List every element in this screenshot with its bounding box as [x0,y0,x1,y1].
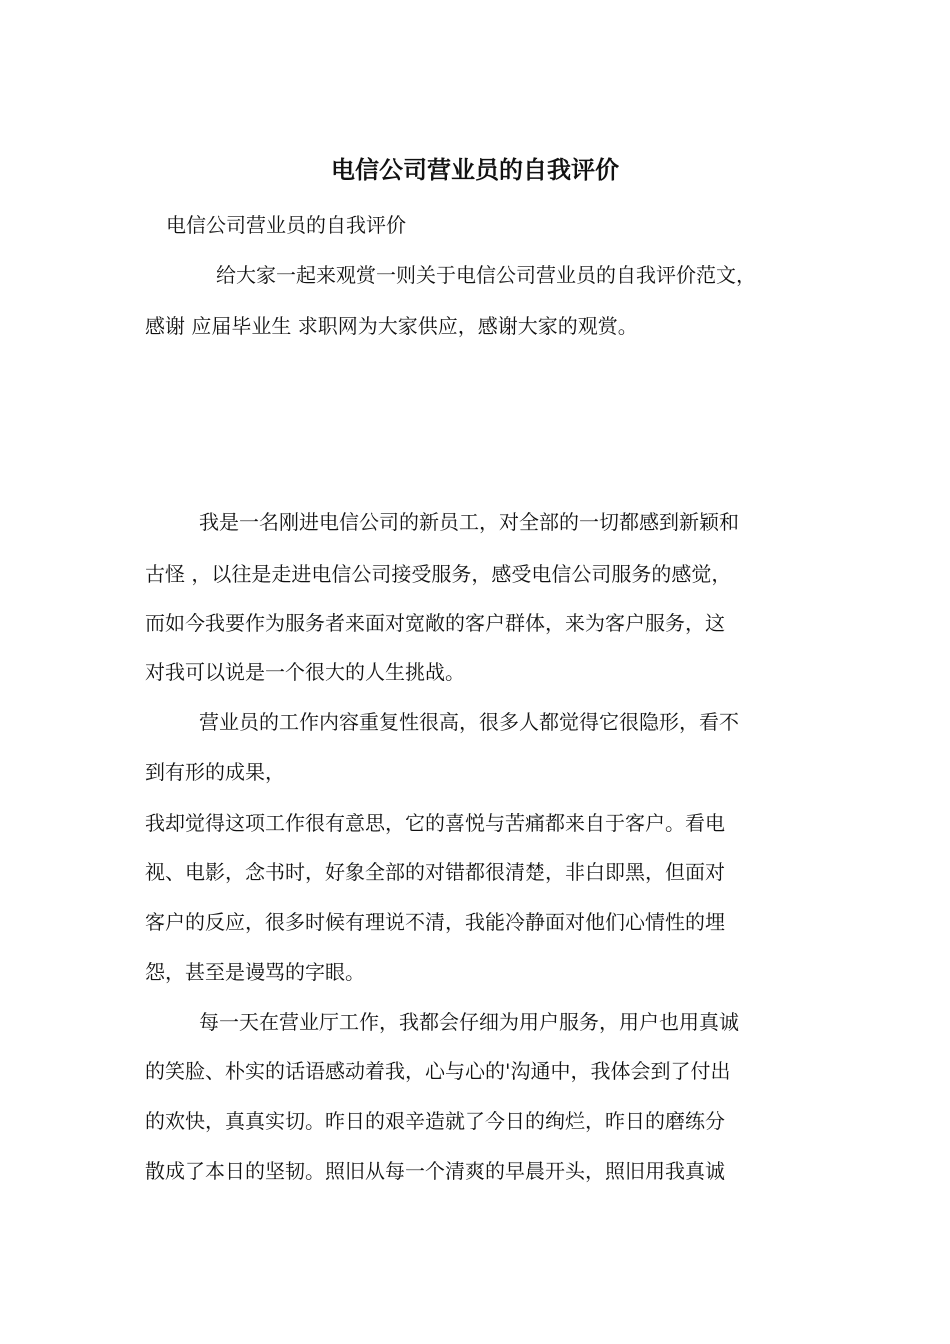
paragraph-line: 古怪 ，以往是走进电信公司接受服务，感受电信公司服务的感觉， [145,562,732,586]
paragraph-line: 视、电影，念书时，好象全部的对错都很清楚，非白即黑，但面对 [145,860,725,884]
paragraph-line: 客户的反应，很多时候有理说不清，我能冷静面对他们心情性的埋 [145,910,725,934]
intro-line: 给大家一起来观赏一则关于电信公司营业员的自我评价范文， [216,263,756,287]
paragraph-line: 怨，甚至是谩骂的字眼。 [145,960,365,984]
paragraph-line: 每一天在营业厅工作，我都会仔细为用户服务，用户也用真诚 [199,1010,739,1034]
document-subtitle: 电信公司营业员的自我评价 [166,213,406,237]
paragraph-line: 的笑脸、朴实的话语感动着我，心与心的'沟通中，我体会到了付出 [145,1059,731,1083]
paragraph-line: 散成了本日的坚韧。照旧从每一个清爽的早晨开头，照旧用我真诚 [145,1159,725,1183]
document-title: 电信公司营业员的自我评价 [331,156,619,184]
paragraph-line: 营业员的工作内容重复性很高，很多人都觉得它很隐形，看不 [199,710,739,734]
paragraph-line: 对我可以说是一个很大的人生挑战。 [145,660,465,684]
paragraph-line: 而如今我要作为服务者来面对宽敞的客户群体，来为客户服务，这 [145,611,725,635]
paragraph-line: 我却觉得这项工作很有意思，它的喜悦与苦痛都来自于客户。看电 [145,811,725,835]
paragraph-line: 的欢快，真真实切。昨日的艰辛造就了今日的绚烂，昨日的磨练分 [145,1109,725,1133]
paragraph-line: 我是一名刚进电信公司的新员工，对全部的一切都感到新颖和 [199,510,739,534]
intro-line: 感谢 应届毕业生 求职网为大家供应，感谢大家的观赏。 [145,314,638,338]
paragraph-line: 到有形的成果， [145,760,285,784]
